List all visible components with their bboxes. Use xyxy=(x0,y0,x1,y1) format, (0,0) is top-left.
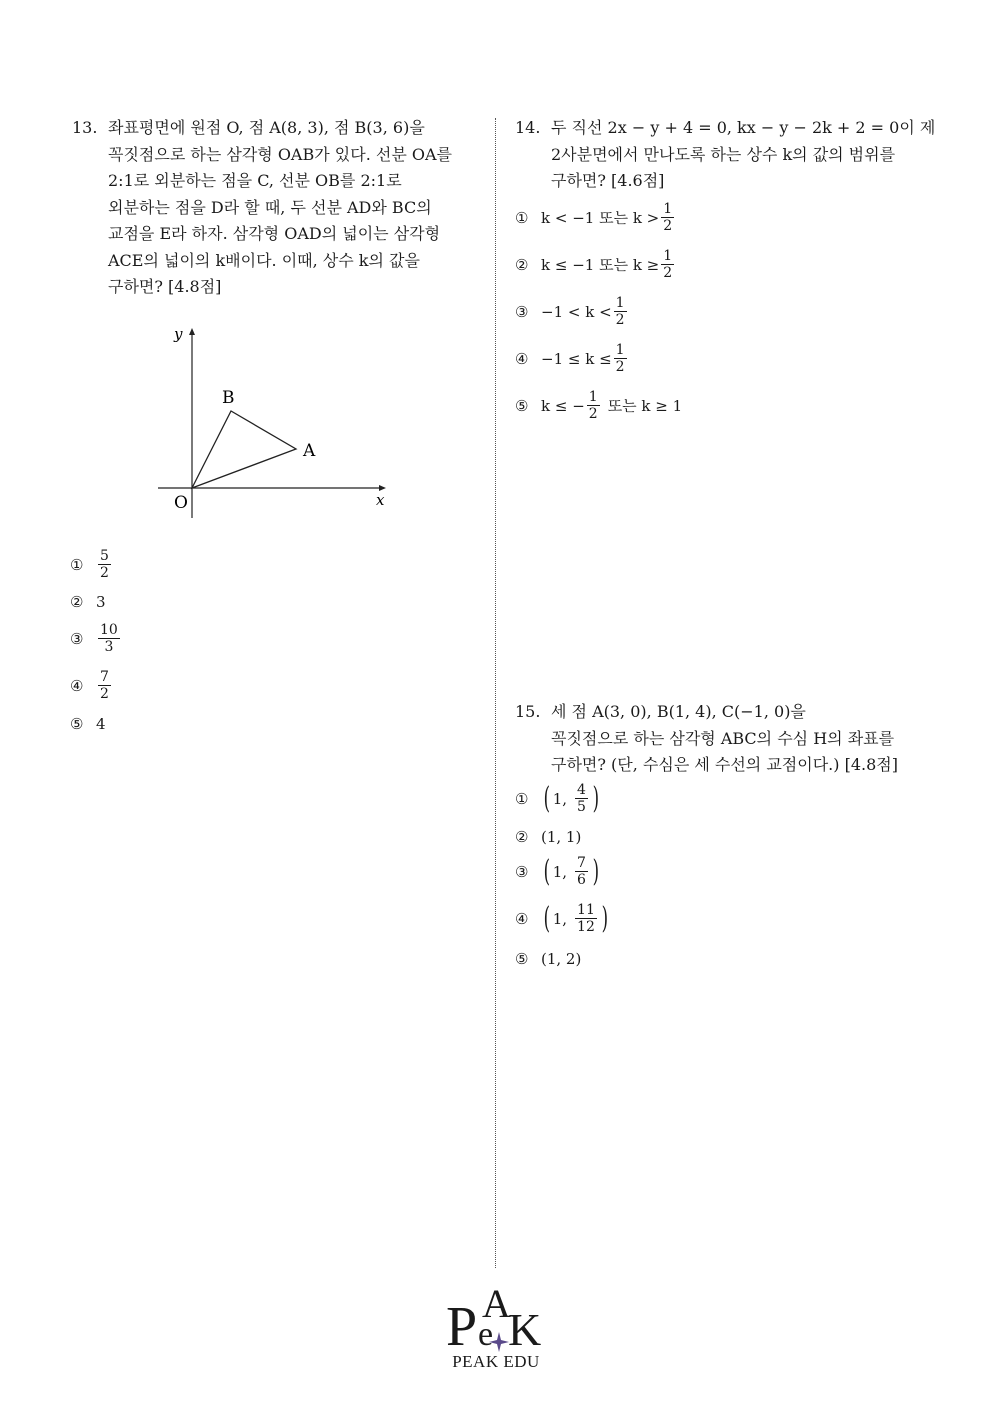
question-line: 외분하는 점을 D라 할 때, 두 선분 AD와 BC의 xyxy=(108,197,432,217)
option-3[interactable] xyxy=(515,295,629,328)
question-text xyxy=(551,115,935,195)
fraction xyxy=(661,201,674,234)
denominator: 3 xyxy=(104,639,114,655)
option-value: (1, 1) xyxy=(541,828,582,846)
option-5[interactable] xyxy=(515,950,581,968)
option-mark: ③ xyxy=(70,629,84,648)
numerator: 11 xyxy=(577,902,595,918)
option-3[interactable] xyxy=(515,855,602,888)
denominator: 2 xyxy=(663,218,673,234)
numerator: 1 xyxy=(663,248,673,264)
logo-text: PEAK EDU xyxy=(452,1352,540,1371)
question-line: 구하면? [4.8점] xyxy=(108,277,222,296)
option-mark: ⑤ xyxy=(515,396,529,415)
column-divider xyxy=(495,118,496,1268)
right-paren: ) xyxy=(592,780,600,816)
option-value: 4 xyxy=(96,715,106,733)
option-mark: ④ xyxy=(515,349,529,368)
logo-letter-k: K xyxy=(508,1304,542,1355)
option-value: 1, xyxy=(552,789,568,808)
fraction xyxy=(98,622,120,655)
question-line: 좌표평면에 원점 O, 점 A(8, 3), 점 B(3, 6)을 xyxy=(108,118,425,137)
question-line: 2사분면에서 만나도록 하는 상수 k의 값의 범위를 xyxy=(551,144,896,164)
denominator: 12 xyxy=(577,919,595,935)
fraction xyxy=(587,389,600,422)
option-1[interactable] xyxy=(70,548,113,581)
option-mark: ① xyxy=(70,555,84,574)
fraction xyxy=(614,342,627,375)
denominator: 2 xyxy=(615,359,625,375)
fraction xyxy=(661,248,674,281)
option-mark: ② xyxy=(70,593,84,611)
option-5[interactable] xyxy=(70,715,106,733)
triangle-oab xyxy=(192,411,296,488)
logo-letter-p: P xyxy=(446,1296,478,1358)
denominator: 6 xyxy=(577,872,586,888)
option-4[interactable] xyxy=(515,902,611,935)
option-2[interactable] xyxy=(70,593,106,611)
denominator: 2 xyxy=(100,565,109,581)
left-paren: ( xyxy=(543,780,551,816)
point-a-label: A xyxy=(303,441,316,461)
option-2[interactable] xyxy=(515,248,676,281)
denominator: 2 xyxy=(588,406,598,422)
option-value: −1 ≤ k ≤ xyxy=(541,349,612,368)
fraction xyxy=(575,855,588,888)
denominator: 2 xyxy=(100,686,109,702)
question-line: 꼭짓점으로 하는 삼각형 OAB가 있다. 선분 OA를 xyxy=(108,144,452,164)
right-paren: ) xyxy=(592,853,600,889)
question-line: 2:1로 외분하는 점을 C, 선분 OB를 2:1로 xyxy=(108,171,402,190)
left-paren: ( xyxy=(543,900,551,936)
option-3[interactable] xyxy=(70,622,122,655)
option-mark: ⑤ xyxy=(515,950,529,968)
option-value: −1 < k < xyxy=(541,302,612,321)
question-line: 구하면? [4.6점] xyxy=(551,171,665,190)
option-mark: ② xyxy=(515,255,529,274)
fraction xyxy=(98,669,111,702)
question-number: 15. xyxy=(515,702,541,721)
left-paren: ( xyxy=(543,853,551,889)
numerator: 5 xyxy=(100,548,109,564)
numerator: 1 xyxy=(615,342,625,358)
denominator: 2 xyxy=(615,312,625,328)
option-mark: ② xyxy=(515,828,529,846)
option-4[interactable] xyxy=(70,669,113,702)
question-line: 꼭짓점으로 하는 삼각형 ABC의 수심 H의 좌표를 xyxy=(551,728,895,748)
logo-letter-e: e xyxy=(478,1316,494,1353)
numerator: 4 xyxy=(577,782,586,798)
option-value: k ≤ − xyxy=(541,396,585,415)
question-line: ACE의 넓이의 k배이다. 이때, 상수 k의 값을 xyxy=(108,250,420,270)
option-1[interactable] xyxy=(515,782,602,815)
question-number: 13. xyxy=(72,118,98,137)
x-axis-label: x xyxy=(376,491,385,509)
question-line: 교점을 E라 하자. 삼각형 OAD의 넓이는 삼각형 xyxy=(108,224,441,243)
denominator: 2 xyxy=(663,265,673,281)
option-value: 1, xyxy=(552,909,568,928)
option-value: 1, xyxy=(552,862,568,881)
denominator: 5 xyxy=(577,799,586,815)
logo-letter-a: A xyxy=(482,1283,511,1326)
option-value: (1, 2) xyxy=(541,950,582,968)
option-mark: ④ xyxy=(70,676,84,695)
option-5[interactable] xyxy=(515,389,682,422)
option-1[interactable] xyxy=(515,201,676,234)
fraction xyxy=(614,295,627,328)
option-value: k < −1 또는 k > xyxy=(541,209,660,227)
point-b-label: B xyxy=(222,388,235,408)
option-4[interactable] xyxy=(515,342,629,375)
option-mark: ③ xyxy=(515,862,529,881)
numerator: 10 xyxy=(100,622,118,638)
y-axis-arrow xyxy=(189,328,195,335)
option-mark: ④ xyxy=(515,909,529,928)
right-paren: ) xyxy=(601,900,608,936)
question-line: 구하면? (단, 수심은 세 수선의 교점이다.) [4.8점] xyxy=(551,755,898,774)
option-value: 3 xyxy=(96,593,106,611)
question-line: 두 직선 2x − y + 4 = 0, kx − y − 2k + 2 = 0이 제 xyxy=(551,118,936,137)
question-number: 14. xyxy=(515,118,541,137)
fraction xyxy=(575,782,588,815)
origin-label: O xyxy=(174,493,188,513)
triangle-graph xyxy=(150,320,400,525)
option-2[interactable] xyxy=(515,828,581,846)
option-value-suffix: 또는 k ≥ 1 xyxy=(607,397,683,415)
numerator: 7 xyxy=(100,669,109,685)
question-text xyxy=(551,699,898,779)
question-text xyxy=(108,115,452,301)
numerator: 1 xyxy=(615,295,625,311)
y-axis-label: y xyxy=(174,325,183,343)
numerator: 1 xyxy=(663,201,673,217)
fraction xyxy=(575,902,597,935)
option-mark: ⑤ xyxy=(70,715,84,733)
option-value: k ≤ −1 또는 k ≥ xyxy=(541,256,660,274)
numerator: 1 xyxy=(588,389,598,405)
fraction xyxy=(98,548,111,581)
option-mark: ① xyxy=(515,789,529,808)
question-line: 세 점 A(3, 0), B(1, 4), C(−1, 0)을 xyxy=(551,702,806,721)
option-mark: ① xyxy=(515,208,529,227)
option-mark: ③ xyxy=(515,302,529,321)
numerator: 7 xyxy=(577,855,586,871)
